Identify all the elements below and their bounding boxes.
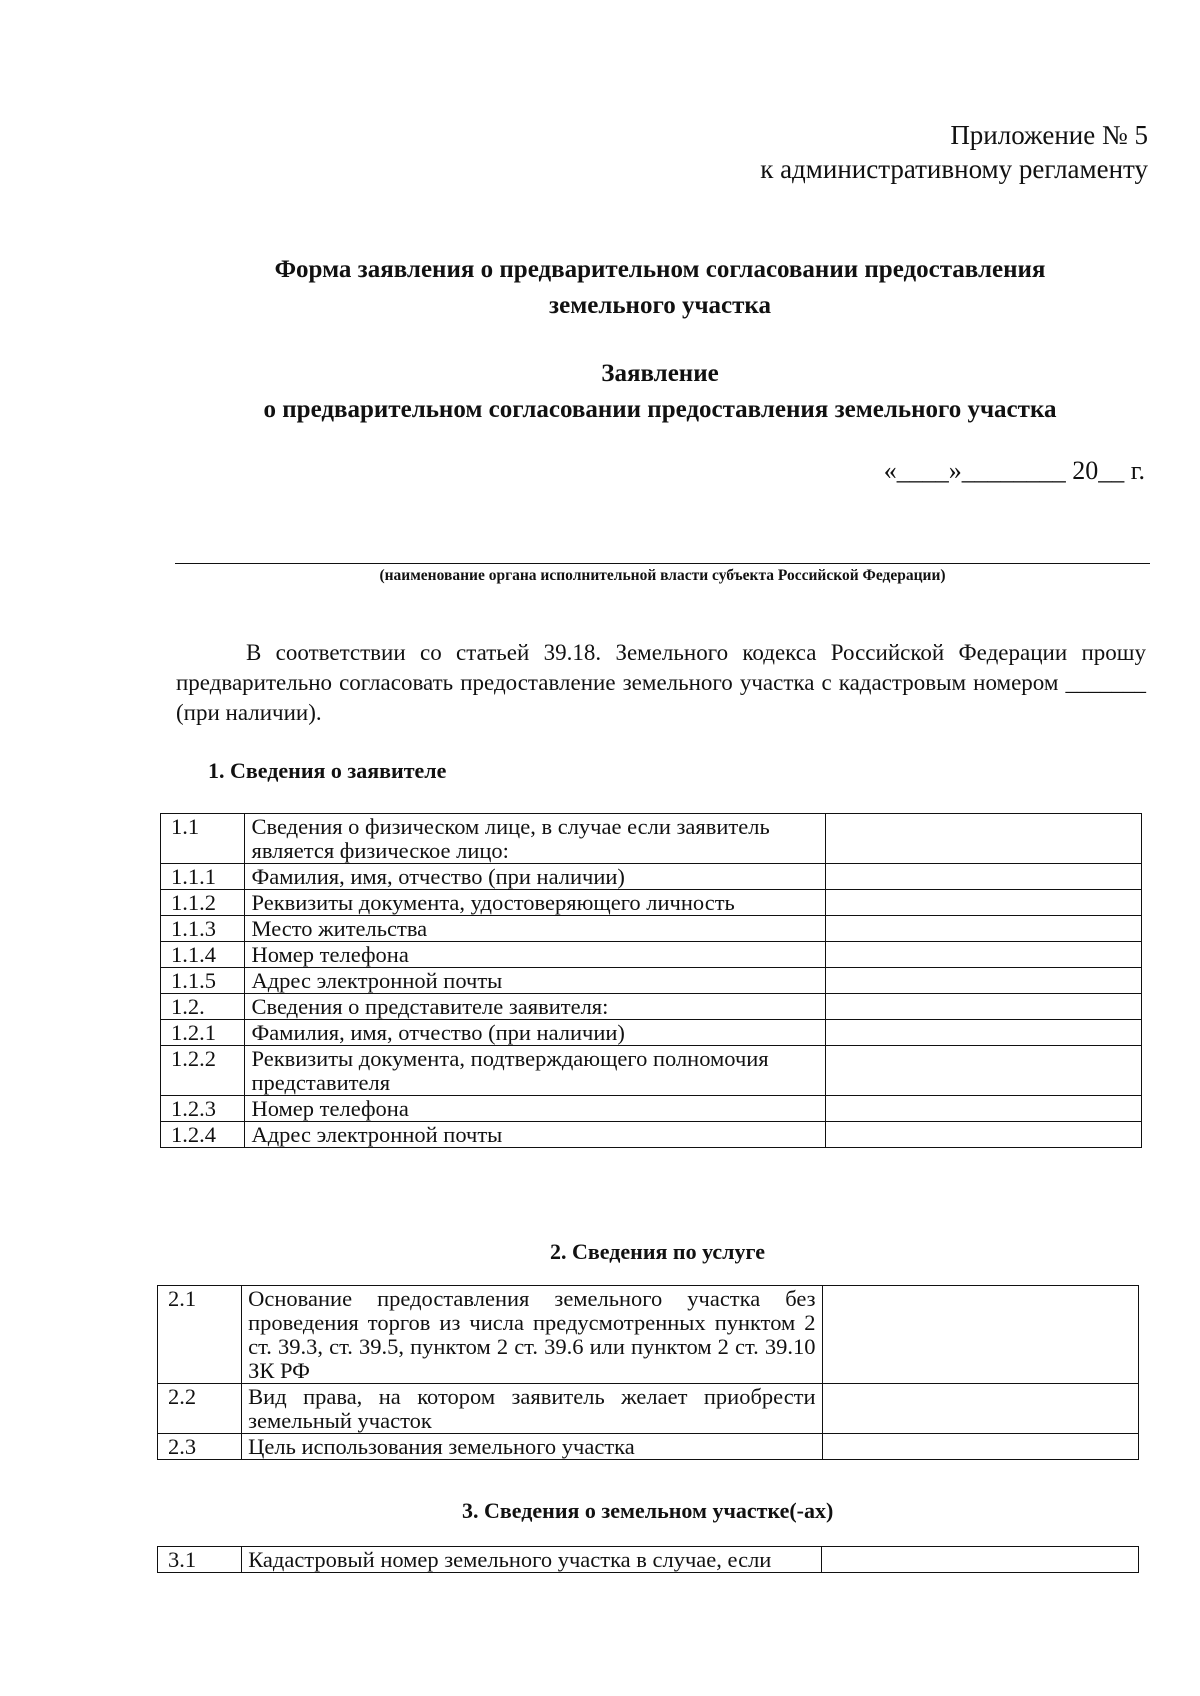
row-value-field[interactable] <box>825 994 1141 1020</box>
date-field: «____»________ 20__ г. <box>883 456 1145 485</box>
section-heading-service: 2. Сведения по услуге <box>550 1239 765 1264</box>
intro-text: В соответствии со статьей 39.18. Земельного кодекса Российской Федерации прошу предварительно согласовать предоставление земельного участка с кадастровым номером _______ (при наличии). <box>176 640 1146 725</box>
row-number: 1.1 <box>161 814 245 864</box>
land-plot-table <box>157 1546 1139 1573</box>
table-row <box>158 1384 1139 1434</box>
service-table <box>157 1285 1139 1460</box>
authority-name-line <box>175 563 1150 564</box>
form-title <box>160 252 1160 324</box>
row-value-field[interactable] <box>825 890 1141 916</box>
row-number: 1.2.4 <box>161 1122 245 1148</box>
row-number: 2.1 <box>158 1286 242 1384</box>
row-value-field[interactable] <box>822 1434 1138 1460</box>
row-value-field[interactable] <box>825 1096 1141 1122</box>
row-value-field[interactable] <box>825 916 1141 942</box>
row-number: 1.1.5 <box>161 968 245 994</box>
table-row <box>161 1020 1142 1046</box>
row-number: 1.2.2 <box>161 1046 245 1096</box>
row-value-field[interactable] <box>825 814 1141 864</box>
row-label: Сведения о представителе заявителя: <box>245 994 825 1020</box>
applicant-table <box>160 813 1142 1148</box>
row-label: Номер телефона <box>245 942 825 968</box>
row-value-field[interactable] <box>825 942 1141 968</box>
row-number: 3.1 <box>158 1547 242 1573</box>
row-number: 1.2.3 <box>161 1096 245 1122</box>
row-value-field[interactable] <box>825 864 1141 890</box>
table-row <box>161 1046 1142 1096</box>
table-row <box>161 864 1142 890</box>
table-row <box>161 916 1142 942</box>
row-value-field[interactable] <box>825 1046 1141 1096</box>
authority-caption: (наименование органа исполнительной власти субъекта Российской Федерации) <box>379 567 946 584</box>
table-row <box>161 942 1142 968</box>
row-number: 2.2 <box>158 1384 242 1434</box>
row-label: Фамилия, имя, отчество (при наличии) <box>245 864 825 890</box>
row-label: Цель использования земельного участка <box>242 1434 822 1460</box>
intro-paragraph <box>176 638 1146 728</box>
row-number: 1.1.1 <box>161 864 245 890</box>
form-title-line-1: Форма заявления о предварительном согласовании предоставления <box>274 256 1046 283</box>
row-value-field[interactable] <box>825 968 1141 994</box>
section-heading-applicant: 1. Сведения о заявителе <box>208 758 447 783</box>
table-row <box>161 968 1142 994</box>
table-row <box>161 890 1142 916</box>
row-value-field[interactable] <box>822 1547 1139 1573</box>
row-label: Место жительства <box>245 916 825 942</box>
row-label: Реквизиты документа, удостоверяющего личность <box>245 890 825 916</box>
row-number: 2.3 <box>158 1434 242 1460</box>
row-label: Основание предоставления земельного участка без проведения торгов из числа предусмотренных пунктом 2 ст. 39.3, ст. 39.5, пунктом 2 ст. 39.6 или пунктом 2 ст. 39.10 ЗК РФ <box>242 1286 822 1384</box>
form-title-line-2: земельного участка <box>549 292 771 319</box>
row-value-field[interactable] <box>825 1122 1141 1148</box>
appendix-reference <box>760 118 1148 186</box>
table-row <box>161 1122 1142 1148</box>
application-title <box>160 356 1160 428</box>
row-number: 1.1.2 <box>161 890 245 916</box>
row-value-field[interactable] <box>822 1384 1138 1434</box>
row-number: 1.1.3 <box>161 916 245 942</box>
section-heading-land-plot: 3. Сведения о земельном участке(-ах) <box>462 1498 834 1523</box>
row-value-field[interactable] <box>822 1286 1138 1384</box>
table-row <box>158 1286 1139 1384</box>
appendix-number: Приложение № 5 <box>950 120 1148 150</box>
table-row <box>161 1096 1142 1122</box>
appendix-regulation: к административному регламенту <box>760 154 1148 184</box>
table-row <box>158 1547 1139 1573</box>
table-row <box>158 1434 1139 1460</box>
row-value-field[interactable] <box>825 1020 1141 1046</box>
row-label: Номер телефона <box>245 1096 825 1122</box>
application-title-line-2: о предварительном согласовании предоставления земельного участка <box>263 396 1057 423</box>
row-number: 1.1.4 <box>161 942 245 968</box>
application-title-line-1: Заявление <box>601 360 719 387</box>
row-number: 1.2. <box>161 994 245 1020</box>
row-label: Вид права, на котором заявитель желает приобрести земельный участок <box>242 1384 822 1434</box>
row-label: Адрес электронной почты <box>245 968 825 994</box>
table-row <box>161 994 1142 1020</box>
row-label: Реквизиты документа, подтверждающего полномочия представителя <box>245 1046 825 1096</box>
row-label: Кадастровый номер земельного участка в случае, если <box>242 1547 822 1573</box>
row-label: Сведения о физическом лице, в случае если заявитель является физическое лицо: <box>245 814 825 864</box>
row-label: Адрес электронной почты <box>245 1122 825 1148</box>
row-number: 1.2.1 <box>161 1020 245 1046</box>
table-row <box>161 814 1142 864</box>
row-label: Фамилия, имя, отчество (при наличии) <box>245 1020 825 1046</box>
